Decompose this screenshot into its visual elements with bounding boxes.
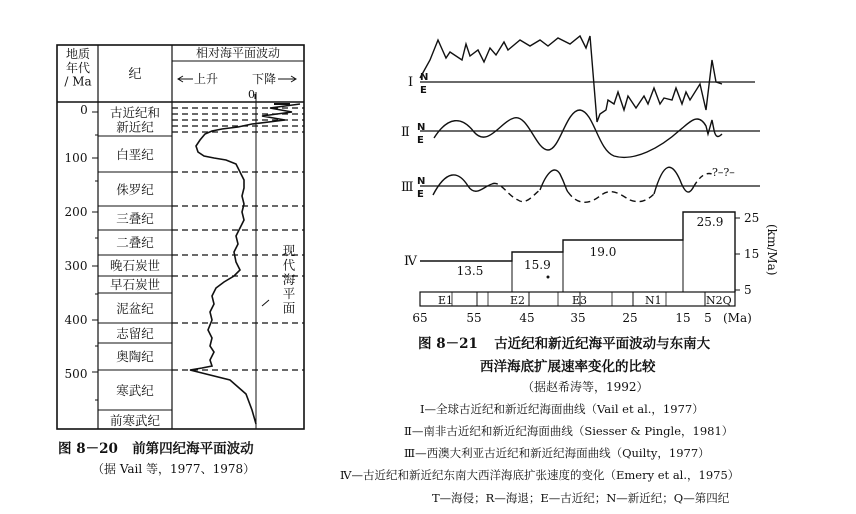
curve-III-e: E (417, 189, 424, 200)
age-tick-labels (65, 103, 88, 381)
present-sea-level-label: 现代海平面 (282, 243, 296, 316)
x-tick-35: 35 (570, 311, 586, 325)
age-tick-300: 300 (64, 259, 88, 273)
question-marks: ?–?– (712, 166, 735, 179)
legend-IV: Ⅳ—古近纪和新近纪东南大西洋海底扩张速度的变化（Emery et al.，1975） (340, 468, 740, 482)
header-geologic-age-l1: 地质年代/ Ma (64, 47, 92, 89)
period-precambrian: 前寒武纪 (109, 413, 161, 428)
curve-III-western-australia (433, 175, 492, 195)
legend-abbreviations: T—海侵；R—海退；E—古近纪；N—新近纪；Q—第四纪 (432, 491, 730, 505)
rate-value-3: 19.0 (589, 245, 617, 259)
period-labels (110, 105, 161, 428)
curve-IV-spreading-rate (420, 212, 735, 292)
epoch-e3: E3 (572, 294, 588, 307)
epoch-n1: N1 (645, 294, 662, 307)
curve-I-label: Ⅰ (408, 75, 414, 90)
period-jurassic: 侏罗纪 (116, 182, 154, 197)
age-tick-200: 200 (64, 205, 88, 219)
rate-tick-25: 25 (744, 211, 760, 225)
x-tick-5: 5 (704, 311, 712, 325)
epoch-e1: E1 (438, 294, 454, 307)
period-triassic: 三叠纪 (116, 211, 154, 226)
right-caption-source: （据赵希涛等，1992） (522, 380, 649, 394)
rate-value-2: 15.9 (524, 258, 551, 272)
curve-II-n: N (417, 122, 426, 133)
header-period: 纪 (128, 67, 142, 82)
present-sea-level-pointer (262, 300, 269, 306)
left-caption (58, 437, 254, 457)
curve-I-e: E (420, 85, 427, 96)
epoch-e2: E2 (510, 294, 526, 307)
period-tertiary: 古近纪和新近纪 (109, 105, 161, 135)
x-tick-25: 25 (622, 311, 638, 325)
right-caption-number: 图 8－21 (418, 336, 478, 352)
age-tick-0: 0 (80, 103, 88, 117)
left-stratigraphic-chart (57, 45, 304, 429)
rate-tick-15: 15 (744, 247, 760, 261)
x-tick-15: 15 (675, 311, 691, 325)
rate-value-4: 25.9 (696, 215, 724, 229)
curve-II-label: Ⅱ (401, 125, 410, 140)
rate-axis (744, 211, 779, 297)
epoch-labels (438, 294, 732, 307)
period-ordovician: 奥陶纪 (116, 349, 154, 364)
curve-IV-label: Ⅳ (404, 254, 417, 269)
right-caption-line1 (418, 332, 710, 352)
period-late-carboniferous: 晚石炭世 (109, 258, 161, 273)
right-caption-title-2: 西洋海底扩展速率变化的比较 (480, 359, 656, 375)
x-tick-45: 45 (519, 311, 535, 325)
left-caption-number: 图 8－20 (58, 441, 118, 457)
curve-III-label: Ⅲ (401, 180, 414, 195)
period-permian: 二叠纪 (116, 235, 154, 250)
header-fall: 下降 (252, 72, 277, 86)
curve-I-global (420, 36, 722, 122)
legend-I: Ⅰ—全球古近纪和新近纪海面曲线（Vail et al.，1977） (420, 402, 704, 416)
rate-value-1: 13.5 (456, 264, 484, 278)
left-caption-source: （据 Vail 等，1977、1978） (92, 462, 256, 476)
left-caption-title: 前第四纪海平面波动 (132, 441, 254, 457)
x-tick-65: 65 (412, 311, 428, 325)
header-rise: 上升 (194, 72, 219, 86)
time-axis (412, 311, 751, 325)
period-cambrian: 寒武纪 (116, 383, 154, 398)
period-silurian: 志留纪 (116, 326, 154, 341)
rate-axis-label: (km/Ma) (765, 224, 779, 276)
x-tick-55: 55 (466, 311, 482, 325)
curve-III-n: N (417, 176, 426, 187)
header-relative-sea-level: 相对海平面波动 (195, 46, 281, 60)
right-caption-title-1: 古近纪和新近纪海平面波动与东南大 (494, 336, 711, 352)
age-tick-100: 100 (64, 151, 88, 165)
curve-II-south-africa (434, 110, 722, 157)
age-tick-400: 400 (64, 313, 88, 327)
epoch-n2q: N2Q (706, 294, 732, 307)
legend-II: Ⅱ—南非古近纪和新近纪海面曲线（Siesser & Pingle，1981） (404, 424, 734, 438)
rate-tick-5: 5 (744, 283, 752, 297)
legend-III: Ⅲ—西澳大利亚古近纪和新近纪海面曲线（Quilty，1977） (404, 446, 710, 460)
period-cretaceous: 白垩纪 (116, 147, 154, 162)
curve-II-e: E (417, 135, 424, 146)
x-unit: (Ma) (723, 311, 752, 325)
period-early-carboniferous: 早石炭世 (109, 277, 161, 292)
header-zero: 0 (248, 88, 255, 101)
curve-I-n: N (420, 72, 429, 83)
period-devonian: 泥盆纪 (116, 301, 154, 316)
age-tick-500: 500 (64, 367, 88, 381)
